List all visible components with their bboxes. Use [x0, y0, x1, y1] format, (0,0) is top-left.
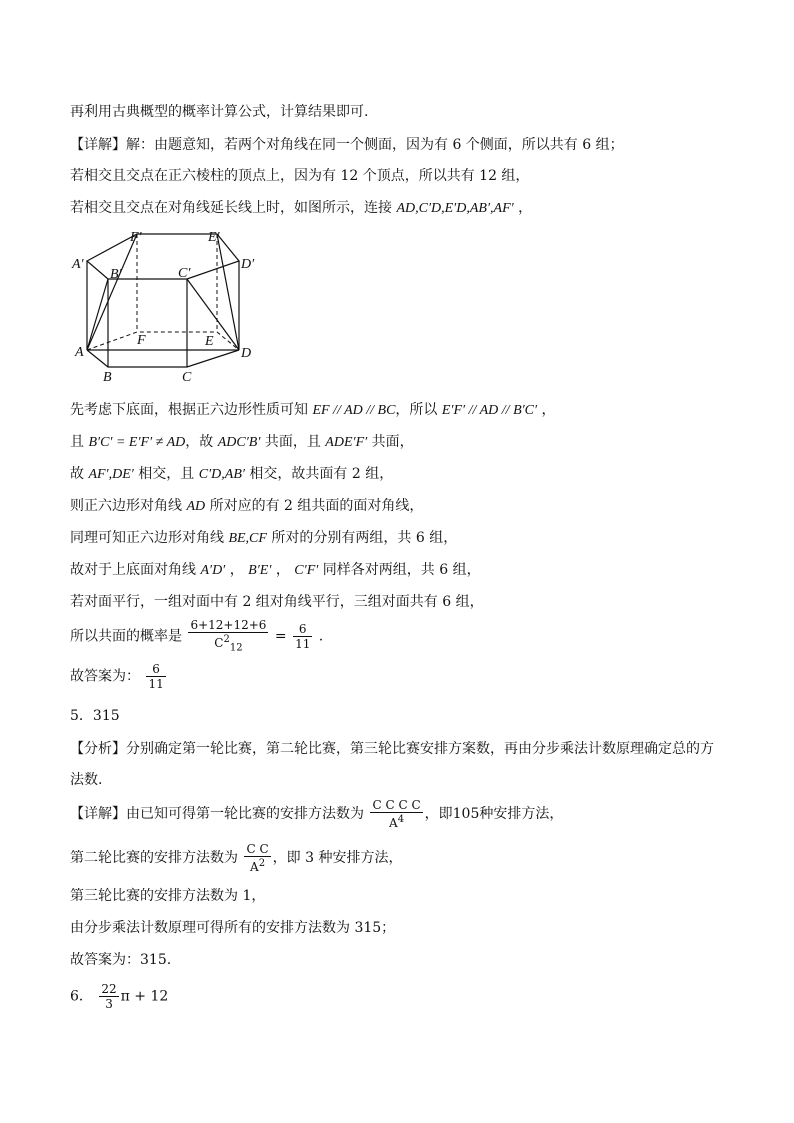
- text-line: 由分步乘法计数原理可得所有的安排方法数为 315；: [70, 920, 396, 936]
- fraction: $\frac{6}{11}$: [148, 662, 164, 691]
- fraction: $\frac{\text{C C}}{A^2}$: [246, 842, 269, 874]
- fraction: $\frac{6}{11}$: [295, 622, 311, 652]
- text-line: 【分析】分别确定第一轮比赛，第二轮比赛，第三轮比赛安排方案数，再由分步乘法计数原理确定总的方: [70, 741, 714, 757]
- text-line: 同理可知正六边形对角线 BE,CF 所对的分别有两组，共 6 组，: [70, 530, 458, 546]
- label-A: A: [75, 345, 84, 360]
- text-line: 【详解】解：由题意知，若两个对角线在同一个侧面，因为有 6 个侧面，所以共有 6 组；: [70, 137, 624, 153]
- text-line: 第三轮比赛的安排方法数为 1，: [70, 888, 266, 904]
- diag-AF: [87, 234, 137, 350]
- text-line: 【详解】由已知可得第一轮比赛的安排方法数为 $\frac{\text{C C C C}}{A^4}$ ，即105种安排方法，: [70, 798, 564, 830]
- text-line: 若相交且交点在正六棱柱的顶点上，因为有 12 个顶点，所以共有 12 组，: [70, 168, 530, 184]
- diag-AB: [87, 279, 108, 350]
- text-line: 5．315: [70, 708, 120, 724]
- text-line: 若对面平行，一组对面中有 2 组对角线平行，三组对面共有 6 组，: [70, 594, 484, 610]
- label-Ep: E′: [208, 230, 220, 245]
- label-E: E: [205, 334, 214, 349]
- text-line: 6． $\frac{22}{3}$ π + 12: [70, 982, 169, 1011]
- label-D: D: [241, 346, 252, 361]
- hexagonal-prism-figure: [70, 226, 270, 386]
- fraction: $\frac{22}{3}$: [101, 982, 117, 1011]
- text-line: 先考虑下底面，根据正六边形性质可知 EF // AD // BC，所以 E′F′ // AD // B′C′ ，: [70, 402, 556, 418]
- text-line: 故答案为： $\frac{6}{11}$: [70, 662, 164, 691]
- text-line: 故答案为：315.: [70, 952, 172, 968]
- fraction: $\frac{\text{C C C C}}{A^4}$: [372, 798, 421, 830]
- text-line: 故 AF′,DE′ 相交，且 C′D,AB′ 相交，故共面有 2 组，: [70, 466, 394, 482]
- label-Bp: B′: [110, 267, 122, 282]
- text-line: 所以共面的概率是 $\frac{6+12+12+6}{C^2_{12}}$ = $\frac{6}{11}$ .: [70, 618, 324, 654]
- fraction: $\frac{6+12+12+6}{C^2_{12}}$: [190, 618, 267, 654]
- label-Fp: F′: [130, 230, 142, 245]
- bottom-back-hidden: [87, 332, 239, 350]
- text-line: 若相交且交点在对角线延长线上时，如图所示，连接 AD,C′D,E′D,AB′,AF′ ，: [70, 200, 533, 216]
- text-line: 再利用古典概型的概率计算公式，计算结果即可.: [70, 104, 369, 120]
- label-B: B: [103, 370, 112, 385]
- text-line: 法数.: [70, 772, 103, 788]
- diag-ED: [217, 234, 239, 350]
- label-F: F: [137, 333, 146, 348]
- label-C: C: [182, 370, 192, 385]
- bottom-front: [87, 350, 239, 367]
- text-line: 第二轮比赛的安排方法数为 $\frac{\text{C C}}{A^2}$ ，即 3 种安排方法，: [70, 842, 403, 874]
- label-Cp: C′: [178, 266, 191, 281]
- label-Ap: A′: [72, 257, 84, 272]
- label-Dp: D′: [241, 257, 255, 272]
- text-line: 则正六边形对角线 AD 所对应的有 2 组共面的面对角线，: [70, 498, 424, 514]
- text-line: 且 B′C′ = E′F′ ≠ AD，故 ADC′B′ 共面，且 ADE′F′ 共面，: [70, 434, 414, 450]
- text-line: 故对于上底面对角线 A′D′ ， B′E′ ， C′F′ 同样各对两组，共 6 组，: [70, 562, 481, 578]
